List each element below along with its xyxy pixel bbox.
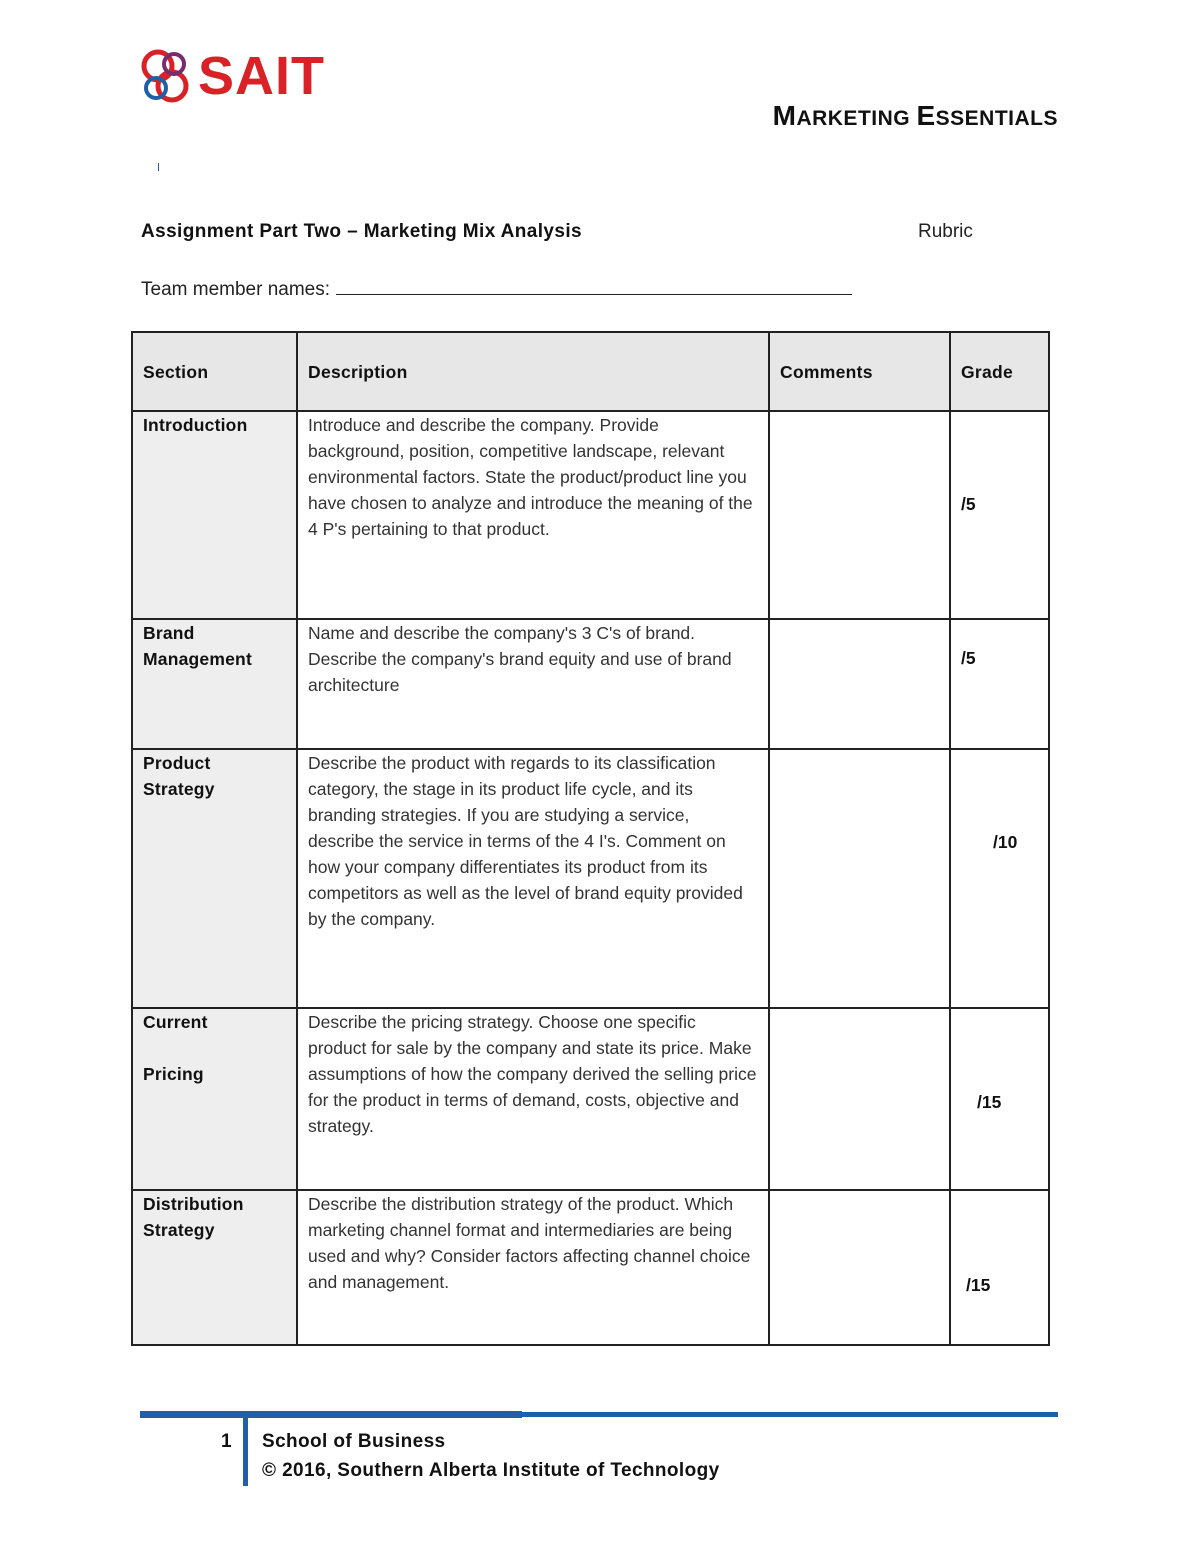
title-initial-m: M (772, 100, 797, 131)
header-description: Description (297, 332, 769, 411)
row-grade: /10 (950, 749, 1049, 1008)
row-description: Describe the pricing strategy. Choose one specific product for sale by the company and state its price. Make assumptions of how the company derived the selling price for the product in terms of demand, costs, objective and strategy. (297, 1008, 769, 1190)
sait-logo-icon (138, 46, 196, 106)
header-grade: Grade (950, 332, 1049, 411)
section-line-pricing: Pricing (143, 1064, 204, 1084)
row-section: Distribution Strategy (132, 1190, 297, 1345)
team-label: Team member names: (141, 279, 331, 300)
row-comments[interactable] (769, 1008, 950, 1190)
row-description: Name and describe the company's 3 C's of brand. Describe the company's brand equity and use of brand architecture (297, 619, 769, 749)
row-grade: /15 (950, 1190, 1049, 1345)
row-description: Describe the distribution strategy of the product. Which marketing channel format and intermediaries are being used and why? Consider factors affecting channel choice and management. (297, 1190, 769, 1345)
course-title (773, 100, 1058, 132)
table-row (132, 411, 1049, 619)
team-member-names (141, 276, 852, 301)
logo-wordmark: SAIT (198, 46, 326, 106)
title-initial-e: E (916, 100, 936, 131)
row-description: Introduce and describe the company. Provide background, position, competitive landscape, relevant environmental factors. State the product/product line you have chosen to analyze and introduce the meaning of the 4 P's pertaining to that product. (297, 411, 769, 619)
row-comments[interactable] (769, 749, 950, 1008)
header-section: Section (132, 332, 297, 411)
rubric-table (131, 331, 1050, 1346)
sait-logo (138, 46, 338, 106)
row-section: Introduction (132, 411, 297, 619)
row-section (132, 1008, 297, 1190)
row-description: Describe the product with regards to its classification category, the stage in its product life cycle, and its branding strategies. If you are studying a service, describe the service in terms of the 4 I's. Comment on how your company differentiates its product from its competitors as well as the level of brand equity provided by the company. (297, 749, 769, 1008)
row-grade: /5 (950, 619, 1049, 749)
table-row (132, 619, 1049, 749)
row-comments[interactable] (769, 1190, 950, 1345)
row-section: Brand Management (132, 619, 297, 749)
footer-copyright: © 2016, Southern Alberta Institute of Technology (262, 1460, 720, 1481)
rubric-label: Rubric (918, 221, 973, 242)
footer-divider (243, 1418, 248, 1486)
title-word-marketing: ARKETING (796, 107, 911, 130)
table-row (132, 1190, 1049, 1345)
section-line-current: Current (143, 1012, 208, 1032)
row-comments[interactable] (769, 619, 950, 749)
table-row (132, 749, 1049, 1008)
decorative-tick (158, 163, 159, 171)
assignment-title: Assignment Part Two – Marketing Mix Analysis (141, 221, 582, 242)
footer-school: School of Business (262, 1431, 446, 1452)
page-number: 1 (221, 1431, 232, 1452)
row-comments[interactable] (769, 411, 950, 619)
footer-rule (522, 1412, 1058, 1417)
footer-rule-thick (140, 1411, 522, 1418)
title-word-essentials: SSENTIALS (935, 107, 1058, 130)
header-comments: Comments (769, 332, 950, 411)
table-header-row (132, 332, 1049, 411)
row-grade: /5 (950, 411, 1049, 619)
row-section: Product Strategy (132, 749, 297, 1008)
table-row (132, 1008, 1049, 1190)
team-names-blank-line (336, 276, 852, 295)
row-grade: /15 (950, 1008, 1049, 1190)
